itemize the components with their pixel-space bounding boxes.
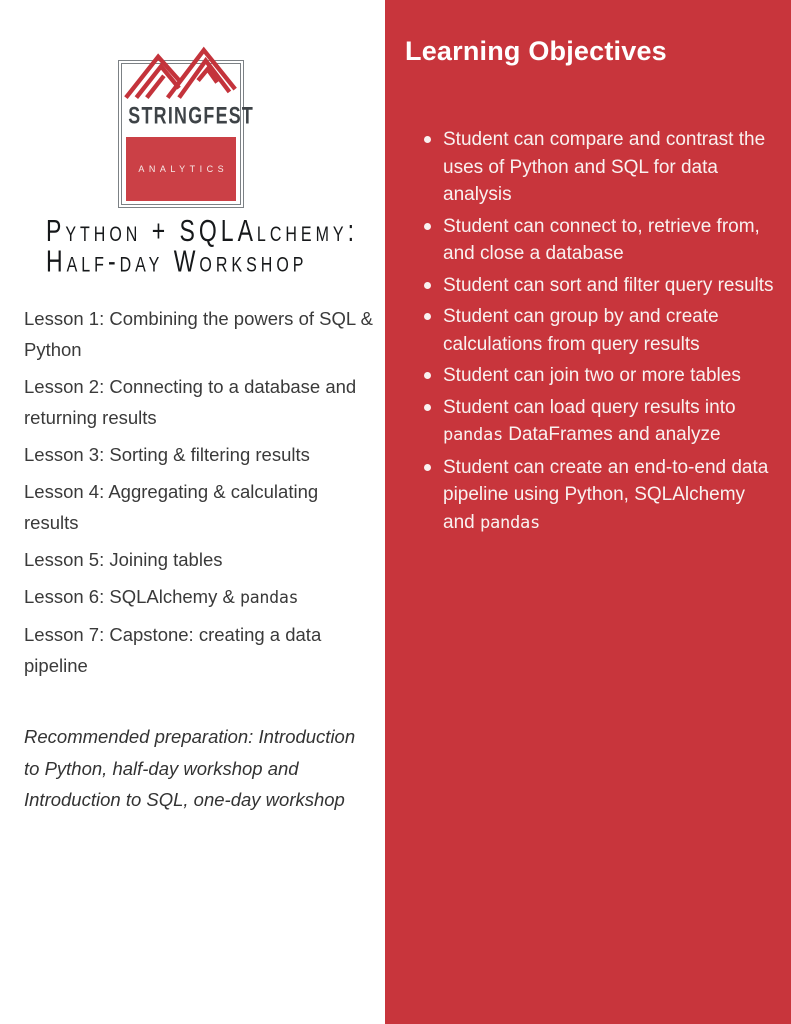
workshop-title — [46, 213, 358, 278]
text-segment: Lesson 5: Joining tables — [24, 549, 223, 570]
recommended-preparation: Recommended preparation: Introduction to Python, half-day workshop and Introduction to SQL, one-day workshop — [24, 726, 356, 810]
text-segment: Student can join two or more tables — [443, 365, 741, 386]
text-segment: Lesson 7: Capstone: creating a data pipeline — [24, 624, 322, 676]
objectives-list — [385, 126, 791, 537]
text-segment: Student can create an end-to-end data pipeline using Python, SQLAlchemy and — [443, 456, 769, 533]
lesson-item — [24, 544, 374, 575]
pandas-code-text: pandas — [443, 425, 503, 445]
learning-objectives-panel — [385, 0, 791, 1024]
text-segment: Student can sort and filter query results — [443, 274, 774, 296]
lesson-item — [24, 371, 374, 433]
text-segment: Lesson 2: Connecting to a database and returning results — [24, 376, 357, 428]
objective-item — [443, 394, 779, 450]
objective-item — [443, 362, 779, 390]
lesson-item — [24, 581, 374, 613]
objective-item — [443, 272, 779, 300]
lesson-item — [24, 303, 374, 365]
lesson-item — [24, 476, 374, 538]
pandas-code-text: pandas — [479, 512, 540, 533]
objective-item — [443, 454, 779, 538]
logo-brand-text: STRINGFEST — [128, 103, 255, 130]
learning-objectives-heading: Learning Objectives — [405, 36, 667, 66]
lesson-item — [24, 439, 374, 470]
objective-item — [443, 213, 779, 268]
text-segment: Lesson 3: Sorting & filtering results — [24, 444, 310, 465]
workshop-title-line1: Python + SQLAlchemy: — [46, 213, 358, 248]
stringfest-logo — [118, 60, 255, 208]
objective-item — [443, 126, 779, 209]
lesson-list — [24, 303, 374, 822]
lesson-item — [24, 619, 374, 681]
logo-sub-text: ANALYTICS — [138, 164, 229, 174]
mountain-zigzag-icon — [124, 44, 238, 100]
workshop-title-line2: Half-day Workshop — [46, 243, 308, 278]
logo-analytics-block — [126, 137, 236, 201]
text-segment: Lesson 6: SQLAlchemy & — [24, 586, 240, 607]
text-segment: Student can connect to, retrieve from, and close a database — [443, 215, 760, 264]
text-segment: Lesson 4: Aggregating & calculating results — [24, 481, 319, 533]
text-segment: Student can load query results into — [443, 396, 736, 418]
pandas-code-text: pandas — [239, 588, 299, 607]
text-segment: Lesson 1: Combining the powers of SQL & Python — [24, 308, 373, 360]
text-segment: Student can compare and contrast the uses of Python and SQL for data analysis — [443, 129, 766, 205]
objective-item — [443, 303, 779, 358]
text-segment: Student can group by and create calculations from query results — [443, 306, 719, 355]
text-segment: DataFrames and analyze — [502, 424, 721, 445]
